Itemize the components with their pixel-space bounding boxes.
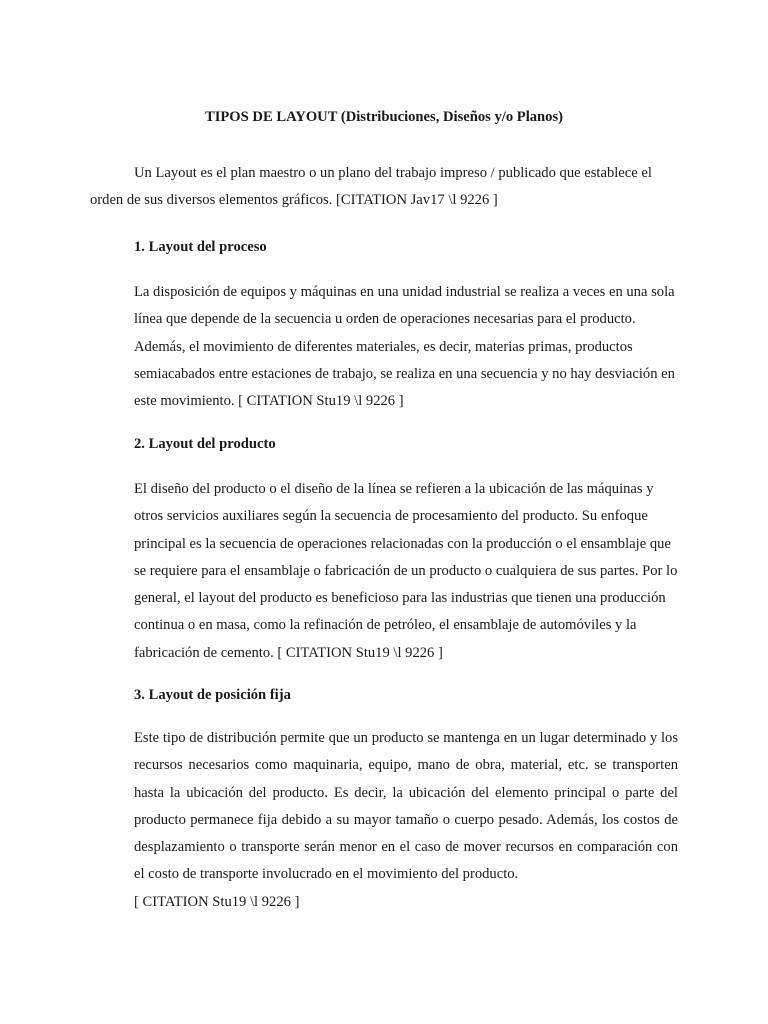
section-body-1: La disposición de equipos y máquinas en una unidad industrial se realiza a veces en una sola línea que depende de la secuencia u orden de operaciones necesarias para el producto. Además, el movimiento de diferentes materiales, es decir, materias primas, productos semiacabados entre estaciones de trabajo, se realiza en una secuencia y no hay desviación en este movimiento. [ CITATION Stu19 \l 9226 ] bbox=[134, 284, 675, 410]
section-body-3: Este tipo de distribución permite que un producto se mantenga en un lugar determinado y los recursos necesarios como maquinaria, equipo, mano de obra, material, etc. se transporten hasta la ubicación del producto. Es decir, la ubicación del elemento principal o parte del producto permanece fija debido a su mayor tamaño o cuerpo pesado. Además, los costos de desplazamiento o transporte serán menor en el caso de mover recursos en comparación con el costo de transporte involucrado en el movimiento del producto. bbox=[134, 730, 678, 883]
intro-paragraph-block bbox=[90, 160, 678, 215]
section-body-block-2 bbox=[134, 476, 678, 667]
document-title: TIPOS DE LAYOUT (Distribuciones, Diseños y/o Planos) bbox=[204, 109, 563, 125]
section-heading-2: 2. Layout del producto bbox=[134, 436, 276, 452]
section-citation-3: [ CITATION Stu19 \l 9226 ] bbox=[134, 893, 300, 910]
section-heading-1: 1. Layout del proceso bbox=[134, 239, 267, 255]
section-body-2: El diseño del producto o el diseño de la línea se refieren a la ubicación de las máquinas y otros servicios auxiliares según la secuencia de procesamiento del producto. Su enfoque principal es la secuencia de operaciones relacionadas con la producción o el ensamblaje que se requiere para el ensamblaje o fabricación de un producto o cualquiera de sus partes. Por lo general, el layout del producto es beneficioso para las industrias que tienen una producción continua o en masa, como la refinación de petróleo, el ensamblaje de automóviles y la fabricación de cemento. [ CITATION Stu19 \l 9226 ] bbox=[134, 481, 678, 661]
section-body-block-1 bbox=[134, 279, 678, 415]
intro-paragraph: Un Layout es el plan maestro o un plano del trabajo impreso / publicado que establece el orden de sus diversos elementos gráficos. [CITATION Jav17 \l 9226 ] bbox=[90, 165, 652, 209]
section-heading-3: 3. Layout de posición fija bbox=[134, 687, 291, 703]
section-body-block-3 bbox=[134, 725, 678, 916]
